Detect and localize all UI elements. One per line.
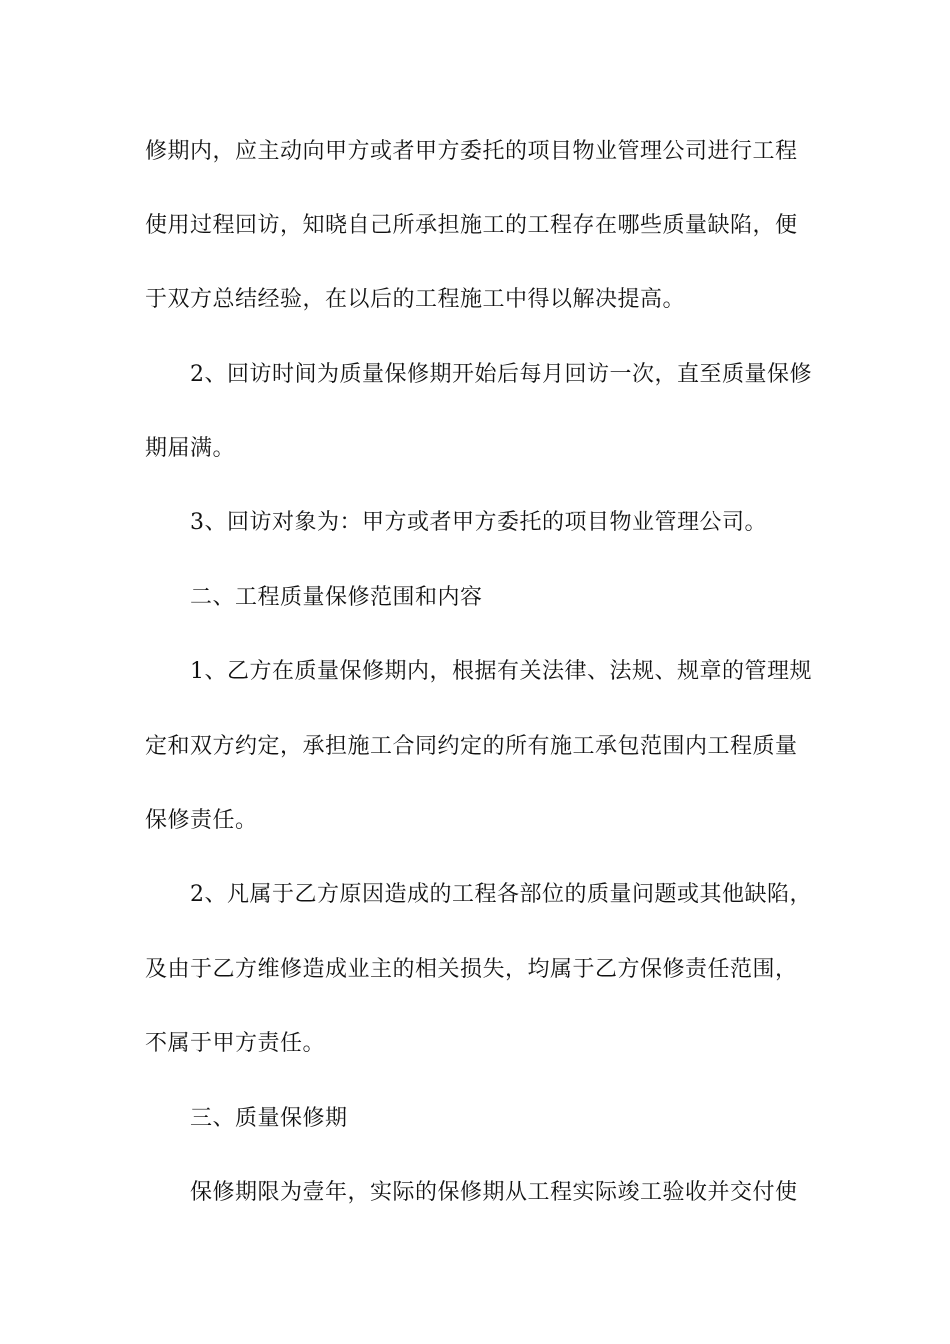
text-line: 于双方总结经验，在以后的工程施工中得以解决提高。 [145, 287, 686, 312]
text-line: 及由于乙方维修造成业主的相关损失，均属于乙方保修责任范围， [145, 957, 798, 982]
section-heading: 三、质量保修期 [190, 1106, 348, 1131]
paragraph-start: 2、回访时间为质量保修期开始后每月回访一次，直至质量保修 [190, 362, 812, 387]
paragraph-start: 保修期限为壹年，实际的保修期从工程实际竣工验收并交付使 [190, 1180, 798, 1205]
paragraph-start: 3、回访对象为：甲方或者甲方委托的项目物业管理公司。 [190, 510, 767, 535]
text-line: 不属于甲方责任。 [145, 1031, 326, 1056]
text-line: 保修责任。 [145, 808, 258, 833]
paragraph-start: 1、乙方在质量保修期内，根据有关法律、法规、规章的管理规 [190, 659, 812, 684]
paragraph-start: 2、凡属于乙方原因造成的工程各部位的质量问题或其他缺陷， [190, 882, 812, 907]
text-line: 修期内，应主动向甲方或者甲方委托的项目物业管理公司进行工程 [145, 139, 798, 164]
text-line: 期届满。 [145, 436, 236, 461]
text-line: 使用过程回访，知晓自己所承担施工的工程存在哪些质量缺陷，便 [145, 213, 798, 238]
text-line: 定和双方约定，承担施工合同约定的所有施工承包范围内工程质量 [145, 734, 798, 759]
section-heading: 二、工程质量保修范围和内容 [190, 585, 483, 610]
